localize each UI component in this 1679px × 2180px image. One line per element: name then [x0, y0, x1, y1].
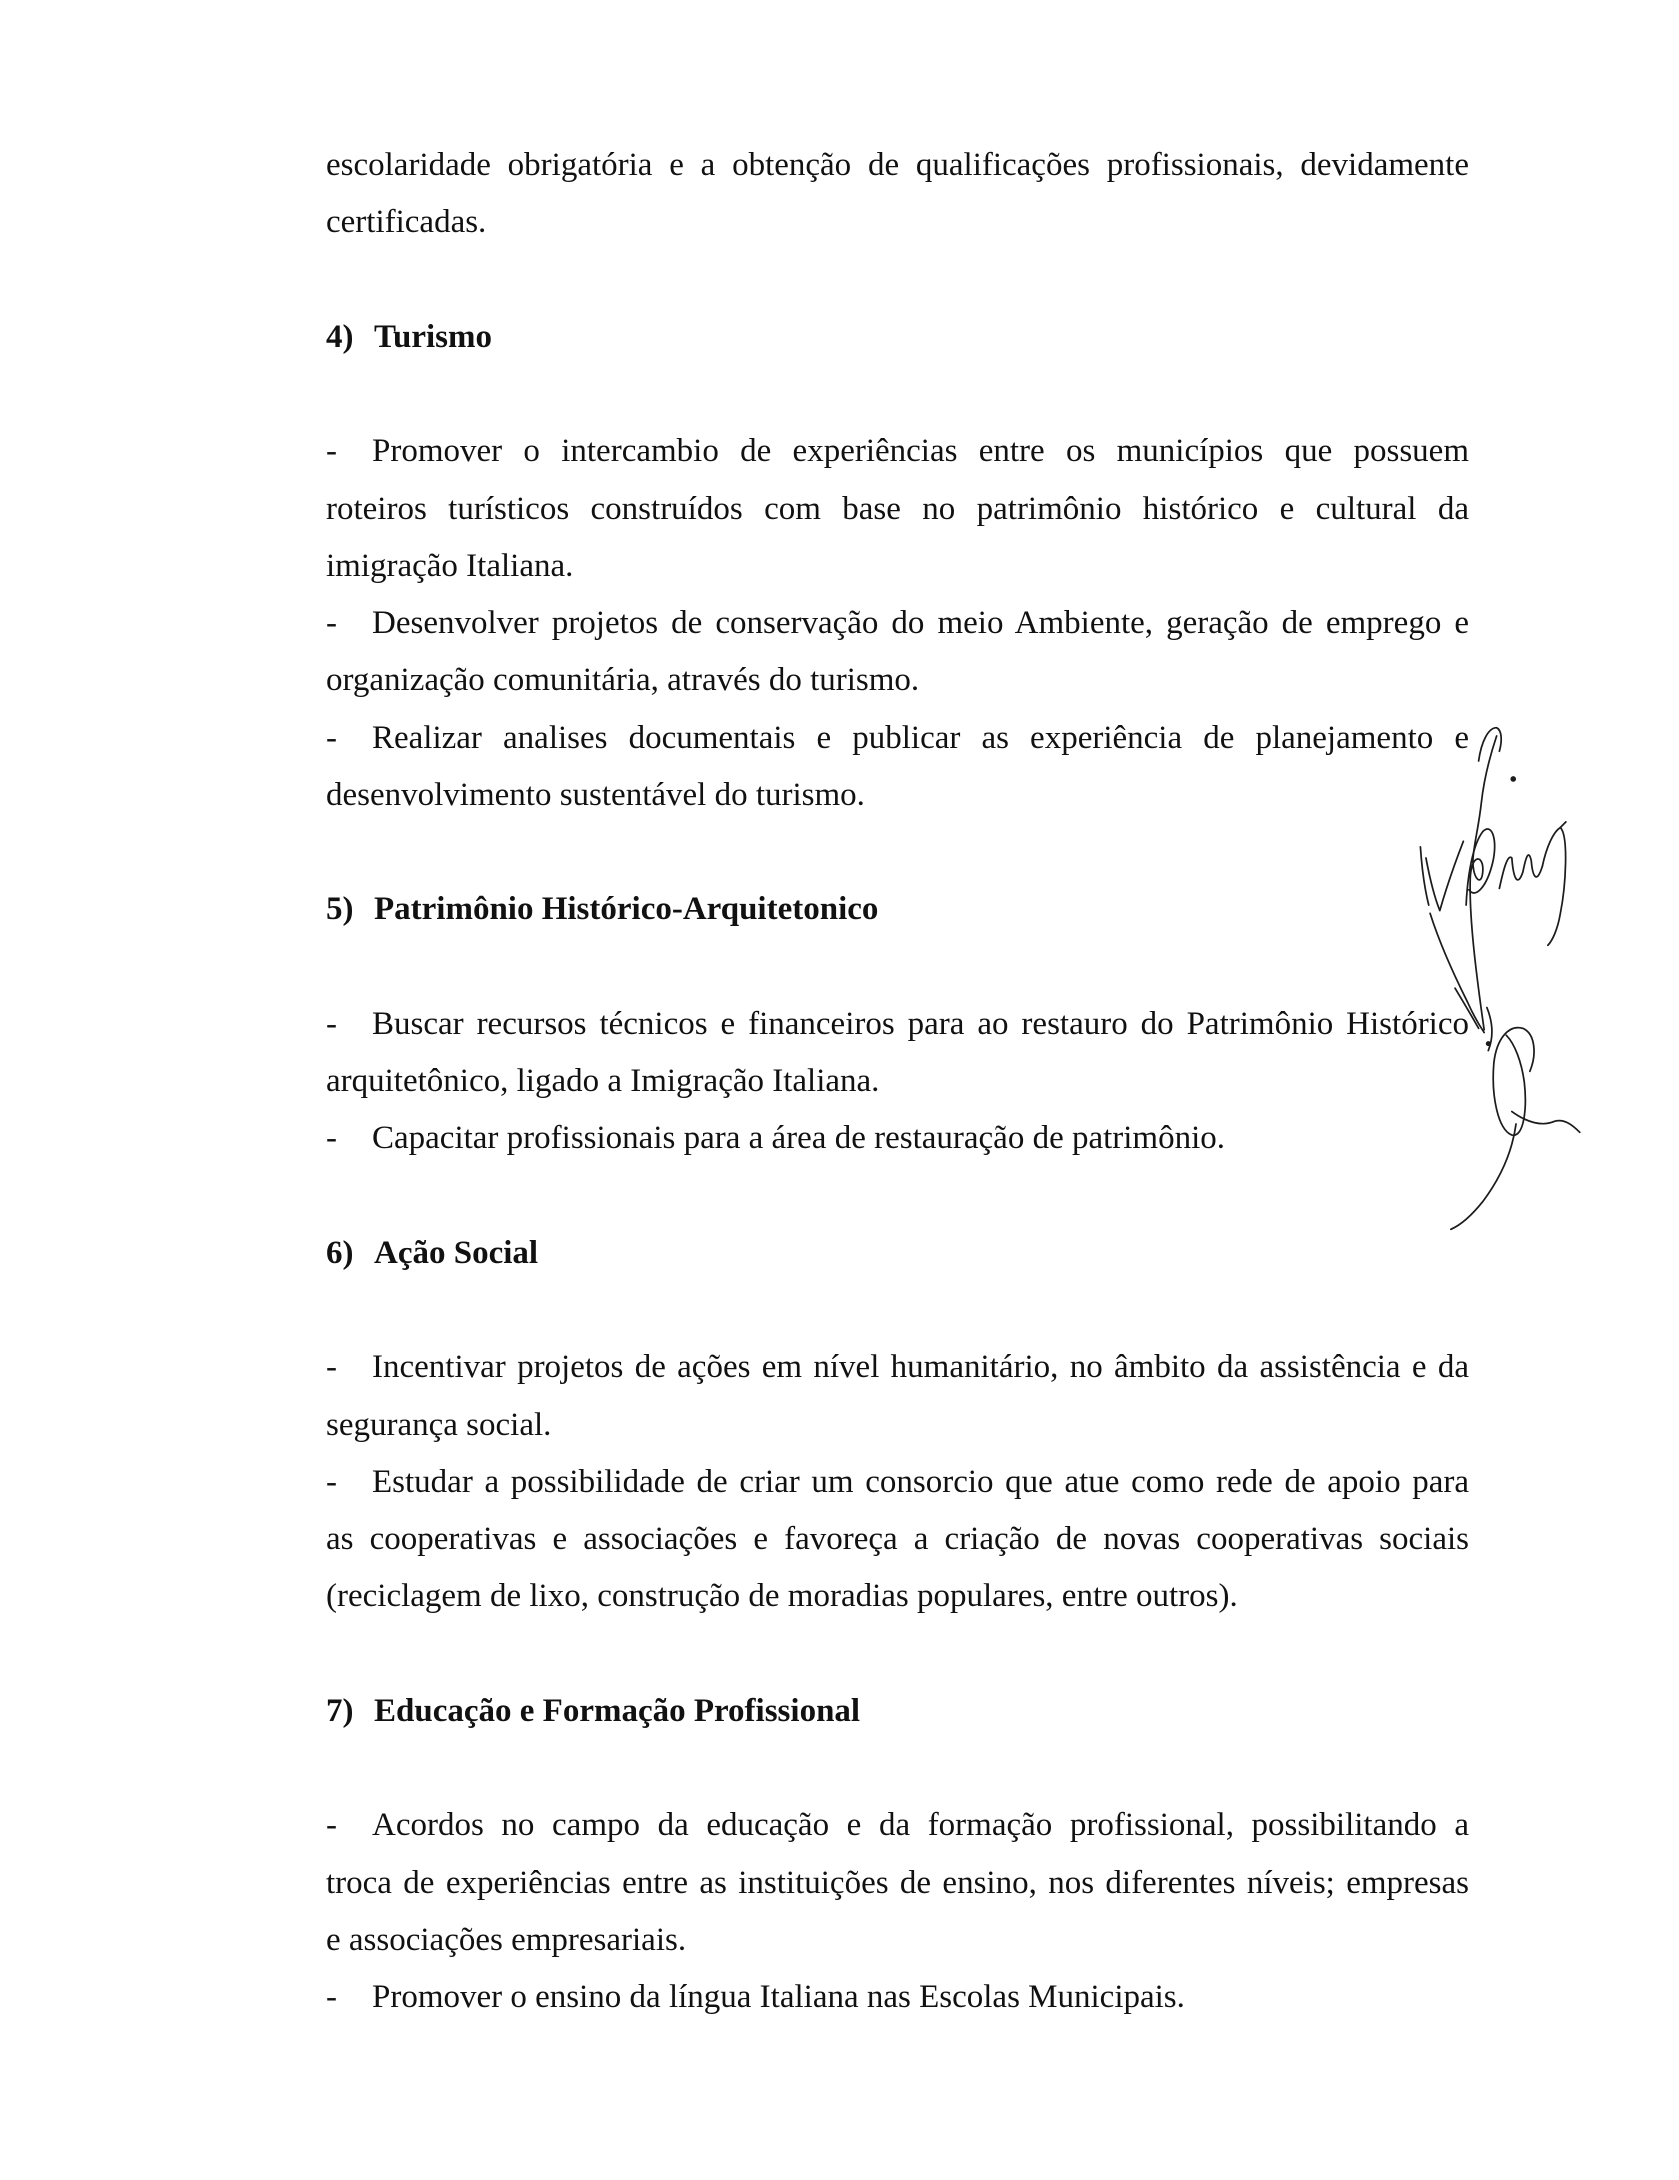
- signature-stroke: [1560, 822, 1566, 828]
- item-line: imigração Italiana.: [326, 547, 574, 584]
- item-text: Capacitar profissionais para a área de restauração de patrimônio.: [372, 1120, 1226, 1157]
- item-first-line: [326, 1454, 1469, 1511]
- bullet-dash: -: [326, 1120, 337, 1157]
- item-line: as cooperativas e associações e favoreça a criação de novas cooperativas sociais: [326, 1521, 1469, 1557]
- item-text: Desenvolver projetos de conservação do meio Ambiente, geração de emprego e: [372, 605, 1469, 641]
- bullet-dash: -: [326, 433, 337, 470]
- bullet-dash: -: [326, 1463, 337, 1500]
- section-heading: [326, 881, 1469, 938]
- signature-stroke: [1470, 736, 1497, 1030]
- list-item: [326, 1969, 1469, 2026]
- signature-stroke: [1512, 1112, 1580, 1133]
- section-title: Educação e Formação Profissional: [374, 1692, 861, 1729]
- signature-stroke: [1420, 847, 1428, 905]
- paragraph-line: certificadas.: [326, 204, 487, 241]
- item-first-line: [326, 595, 1469, 652]
- bullet-dash: -: [326, 1979, 337, 2015]
- section-number: 5): [326, 891, 354, 928]
- item-line: troca de experiências entre as instituições de ensino, nos diferentes níveis; empresas: [326, 1864, 1469, 1901]
- item-text: Promover o intercambio de experiências entre os municípios que possuem: [372, 433, 1469, 470]
- bullet-dash: -: [326, 1005, 337, 1042]
- item-text: Acordos no campo da educação e da formação profissional, possibilitando a: [372, 1807, 1469, 1844]
- section-title: Ação Social: [374, 1234, 539, 1271]
- item-line: roteiros turísticos construídos com base no patrimônio histórico e cultural da: [326, 490, 1469, 527]
- list-item: [326, 1454, 1469, 1626]
- item-first-line: [326, 1969, 1469, 2026]
- item-line: e associações empresariais.: [326, 1921, 687, 1958]
- list-item: [326, 996, 1469, 1111]
- document-body: [326, 137, 1469, 2026]
- list-item: [326, 1339, 1469, 1454]
- bullet-dash: -: [326, 719, 337, 756]
- item-first-line: [326, 1110, 1469, 1167]
- section-heading: [326, 1225, 1469, 1282]
- section-patrimonio: [326, 881, 1469, 1167]
- signature-stroke: [1499, 855, 1542, 888]
- signature-dot: [1511, 777, 1515, 781]
- item-first-line: [326, 423, 1469, 480]
- section-heading: [326, 309, 1469, 366]
- item-first-line: [326, 1797, 1469, 1854]
- list-item: [326, 595, 1469, 710]
- item-text: Incentivar projetos de ações em nível humanitário, no âmbito da assistência e da: [372, 1349, 1469, 1386]
- section-number: 4): [326, 318, 354, 355]
- item-line: desenvolvimento sustentável do turismo.: [326, 776, 865, 813]
- intro-paragraph: [326, 137, 1469, 252]
- section-educacao: [326, 1683, 1469, 2027]
- section-heading: [326, 1683, 1469, 1740]
- signature-stroke: [1426, 841, 1463, 910]
- item-text: Buscar recursos técnicos e financeiros para ao restauro do Patrimônio Histórico: [372, 1005, 1469, 1042]
- list-item: [326, 1797, 1469, 1969]
- item-first-line: [326, 1339, 1469, 1396]
- list-item: [326, 710, 1469, 825]
- section-number: 6): [326, 1234, 354, 1271]
- section-title: Patrimônio Histórico-Arquitetonico: [374, 891, 879, 928]
- section-acao-social: [326, 1225, 1469, 1626]
- item-first-line: [326, 710, 1469, 767]
- item-text: Realizar analises documentais e publicar as experiência de planejamento e: [372, 719, 1469, 756]
- item-line: arquitetônico, ligado a Imigração Italiana.: [326, 1063, 880, 1099]
- bullet-dash: -: [326, 1349, 337, 1386]
- signature-stroke: [1455, 988, 1479, 1028]
- item-text: Promover o ensino da língua Italiana nas Escolas Municipais.: [372, 1979, 1185, 2015]
- section-turismo: [326, 309, 1469, 824]
- section-number: 7): [326, 1692, 354, 1729]
- list-item: [326, 1110, 1469, 1167]
- signature-stroke: [1542, 827, 1565, 945]
- signature: [1401, 708, 1595, 1249]
- item-line: (reciclagem de lixo, construção de moradias populares, entre outros).: [326, 1578, 1238, 1615]
- bullet-dash: -: [326, 605, 337, 641]
- signature-stroke: [1451, 1124, 1516, 1229]
- signature-stroke: [1493, 1028, 1534, 1136]
- paragraph-line: escolaridade obrigatória e a obtenção de qualificações profissionais, devidamente: [326, 147, 1469, 183]
- section-title: Turismo: [374, 318, 492, 355]
- list-item: [326, 423, 1469, 595]
- item-text: Estudar a possibilidade de criar um consorcio que atue como rede de apoio para: [372, 1463, 1469, 1500]
- item-line: organização comunitária, através do turismo.: [326, 662, 920, 699]
- item-line: segurança social.: [326, 1406, 552, 1443]
- bullet-dash: -: [326, 1807, 337, 1844]
- item-first-line: [326, 996, 1469, 1053]
